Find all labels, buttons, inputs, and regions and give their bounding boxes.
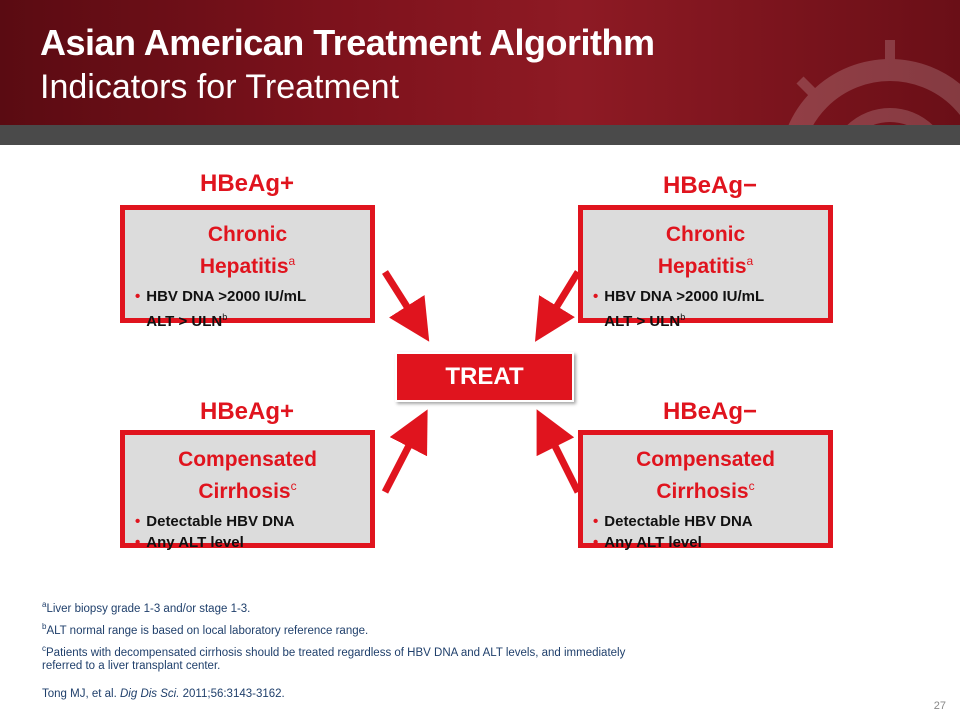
arrow-top-right <box>546 272 578 324</box>
box-chronic-hepatitis-positive <box>120 205 375 330</box>
bullet-text: Detectable HBV DNA <box>604 513 753 530</box>
citation <box>42 688 285 700</box>
bullet-list <box>125 511 370 553</box>
bullet-text: Any ALT level <box>146 534 244 551</box>
bullet-text: Detectable HBV DNA <box>146 513 295 530</box>
bullet-item <box>135 532 370 553</box>
title-line1: Compensated <box>178 448 317 471</box>
bullet-list <box>583 511 828 553</box>
citation-details: 2011;56:3143-3162. <box>182 688 285 700</box>
title-sup: a <box>288 254 296 268</box>
arrow-bottom-left <box>385 428 418 492</box>
bullet-text: HBV DNA >2000 IU/mL <box>604 288 765 305</box>
bullet-text: ALT > ULN <box>604 313 681 330</box>
bullet-text: Any ALT level <box>604 534 702 551</box>
bullet-sup: b <box>680 312 686 322</box>
footnote-text: Liver biopsy grade 1-3 and/or stage 1-3. <box>46 602 251 615</box>
footnotes <box>42 598 662 677</box>
bullet-item <box>593 532 828 553</box>
title-line1: Chronic <box>665 223 746 246</box>
footnote-marker: a <box>42 600 47 609</box>
page-title: Asian American Treatment Algorithm <box>40 22 655 63</box>
title-line2: Hepatitis <box>199 255 289 278</box>
box-title <box>583 447 828 505</box>
bullet-item <box>593 286 828 307</box>
bullet-text: ALT > ULN <box>146 313 223 330</box>
footnote-marker: b <box>42 621 47 631</box>
title-line2: Cirrhosis <box>656 480 749 503</box>
footnote-c <box>42 642 662 674</box>
title-sup: c <box>748 479 755 493</box>
arrow-bottom-right <box>546 428 578 492</box>
citation-authors: Tong MJ, et al. <box>42 688 117 700</box>
title-sup: a <box>746 254 754 268</box>
title-line2: Cirrhosis <box>198 480 291 503</box>
box-title <box>125 222 370 280</box>
page-number: 27 <box>933 700 946 712</box>
box-title <box>125 447 370 505</box>
box-compensated-cirrhosis-positive <box>120 430 375 551</box>
bullet-item <box>135 286 370 307</box>
citation-journal: Dig Dis Sci. <box>120 688 180 700</box>
bullet-sup: b <box>222 312 228 322</box>
box-compensated-cirrhosis-negative <box>578 430 833 551</box>
label-bottom-left: HBeAg+ <box>200 398 295 425</box>
title-line1: Chronic <box>207 223 288 246</box>
footnote-text: ALT normal range is based on local laboratory reference range. <box>46 624 369 637</box>
title-line1: Compensated <box>636 448 775 471</box>
bullet-item <box>135 511 370 532</box>
footnote-a <box>42 598 662 616</box>
title-line2: Hepatitis <box>657 255 747 278</box>
bullet-item <box>135 307 370 332</box>
title-sup: c <box>290 479 297 493</box>
bullet-item <box>593 511 828 532</box>
arrow-top-left <box>385 272 418 324</box>
footnote-marker: c <box>42 643 46 653</box>
footnote-text: Patients with decompensated cirrhosis should be treated regardless of HBV DNA and ALT levels, and immediately referred to a liver transplant center. <box>42 646 626 673</box>
box-title <box>583 222 828 280</box>
box-chronic-hepatitis-negative <box>578 205 833 330</box>
treat-box: TREAT <box>395 352 574 402</box>
label-top-right: HBeAg− <box>663 172 758 199</box>
bullet-list <box>125 286 370 332</box>
label-bottom-right: HBeAg− <box>663 398 758 425</box>
bullet-list <box>583 286 828 332</box>
footnote-b <box>42 620 662 638</box>
page-subtitle: Indicators for Treatment <box>40 68 400 106</box>
bullet-item <box>593 307 828 332</box>
label-top-left: HBeAg+ <box>200 170 295 197</box>
bullet-text: HBV DNA >2000 IU/mL <box>146 288 307 305</box>
